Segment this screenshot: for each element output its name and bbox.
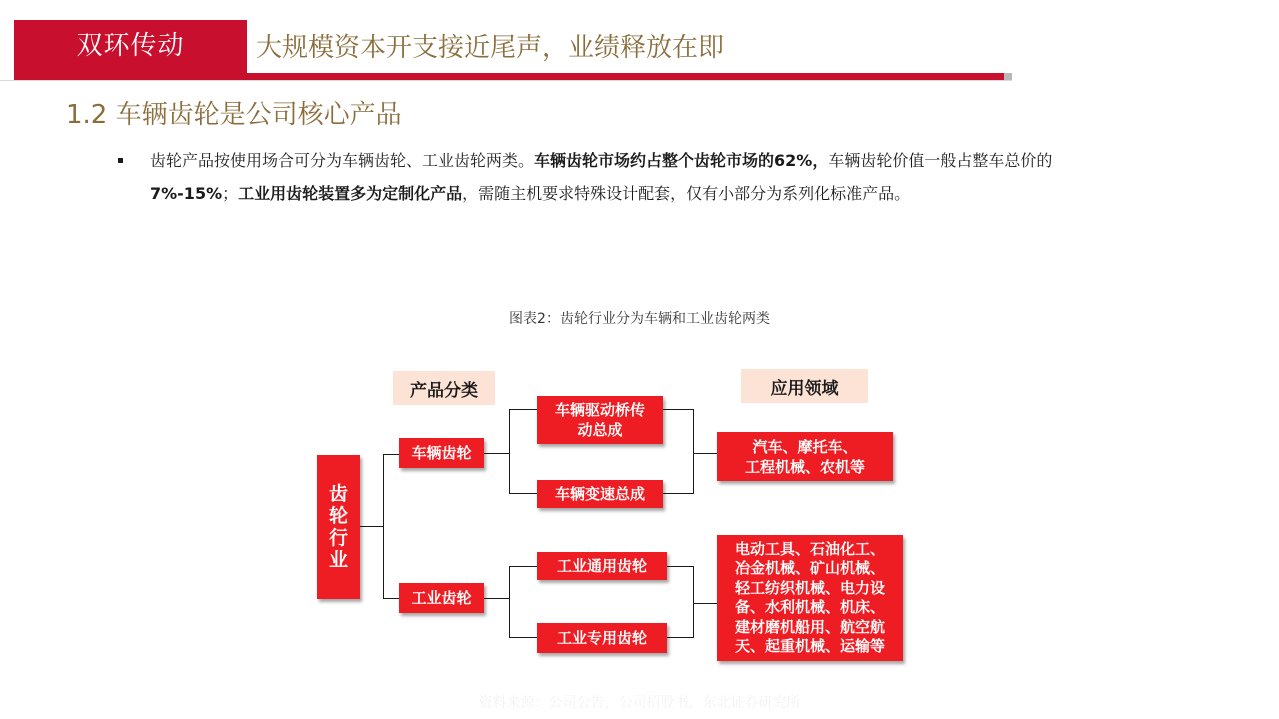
connector-line bbox=[383, 598, 399, 599]
app-line: 备、水利机械、机床、 bbox=[734, 598, 885, 616]
connector-line bbox=[383, 454, 399, 455]
root-char: 轮 bbox=[328, 505, 348, 527]
root-gear-industry bbox=[317, 455, 360, 599]
bullet-part-7: ，需随主机要求特殊设计配套，仅有小部分为系列化标准产品。 bbox=[462, 184, 911, 203]
connector-line bbox=[509, 566, 510, 638]
bullet-part-4: 7%-15% bbox=[150, 184, 223, 203]
connector-line bbox=[667, 566, 693, 567]
connector-line bbox=[509, 409, 537, 410]
connector-line bbox=[509, 566, 537, 567]
root-char: 行 bbox=[328, 527, 348, 549]
connector-line bbox=[509, 409, 510, 494]
connector-line bbox=[484, 453, 509, 454]
bullet-part-1: 齿轮产品按使用场合可分为车辆齿轮、工业齿轮两类。 bbox=[150, 151, 535, 170]
app-line: 工程机械、农机等 bbox=[744, 457, 865, 476]
app-line: 冶金机械、矿山机械、 bbox=[734, 559, 885, 577]
bullet-part-5: ； bbox=[222, 184, 239, 203]
app-line: 建材磨机船用、航空航 bbox=[734, 617, 885, 636]
bullet-part-6: 工业用齿轮装置多为定制化产品 bbox=[238, 184, 463, 203]
col-header-application: 应用领域 bbox=[741, 369, 868, 403]
vehicle-applications-box bbox=[717, 432, 893, 481]
connector-line bbox=[383, 454, 384, 599]
industrial-applications-box bbox=[717, 535, 903, 661]
connector-line bbox=[693, 409, 694, 494]
vehicle-gear-box: 车辆齿轮 bbox=[399, 438, 484, 468]
connector-line bbox=[509, 637, 537, 638]
connector-line bbox=[693, 566, 694, 638]
connector-line bbox=[663, 409, 693, 410]
bullet-part-2: 车辆齿轮市场约占整个齿轮市场的62%， bbox=[534, 151, 829, 170]
connector-line bbox=[693, 453, 717, 454]
root-char: 齿 bbox=[328, 483, 348, 505]
connector-line bbox=[509, 493, 537, 494]
figure-caption: 图表2：齿轮行业分为车辆和工业齿轮两类 bbox=[509, 311, 770, 327]
vehicle-transmission-box: 车辆变速总成 bbox=[537, 480, 663, 508]
connector-line bbox=[484, 598, 509, 599]
box-line: 车辆驱动桥传 bbox=[554, 401, 645, 419]
app-line: 汽车、摩托车、 bbox=[752, 437, 858, 456]
bullet-part-3: 车辆齿轮价值一般占整车总价的 bbox=[828, 151, 1053, 170]
app-line: 天、起重机械、运输等 bbox=[734, 637, 885, 655]
industrial-gear-box: 工业齿轮 bbox=[399, 583, 484, 613]
section-title: 1.2 车辆齿轮是公司核心产品 bbox=[66, 100, 402, 130]
header-tag: 双环传动 bbox=[14, 20, 247, 73]
header-title: 大规模资本开支接近尾声，业绩释放在即 bbox=[256, 33, 725, 63]
connector-line bbox=[693, 603, 717, 604]
col-header-product: 产品分类 bbox=[393, 371, 495, 405]
root-char: 业 bbox=[328, 549, 348, 571]
box-line: 动总成 bbox=[577, 421, 623, 439]
industrial-general-gear-box: 工业通用齿轮 bbox=[537, 552, 667, 580]
source-note: 资料来源：公司公告，公司招股书，东北证券研究所 bbox=[478, 695, 801, 711]
connector-line bbox=[667, 637, 693, 638]
connector-line bbox=[663, 493, 693, 494]
vehicle-drive-axle-box bbox=[537, 396, 663, 444]
app-line: 轻工纺织机械、电力设 bbox=[734, 578, 885, 597]
industrial-special-gear-box: 工业专用齿轮 bbox=[537, 623, 667, 653]
connector-line bbox=[360, 526, 383, 527]
app-line: 电动工具、石油化工、 bbox=[734, 539, 885, 558]
